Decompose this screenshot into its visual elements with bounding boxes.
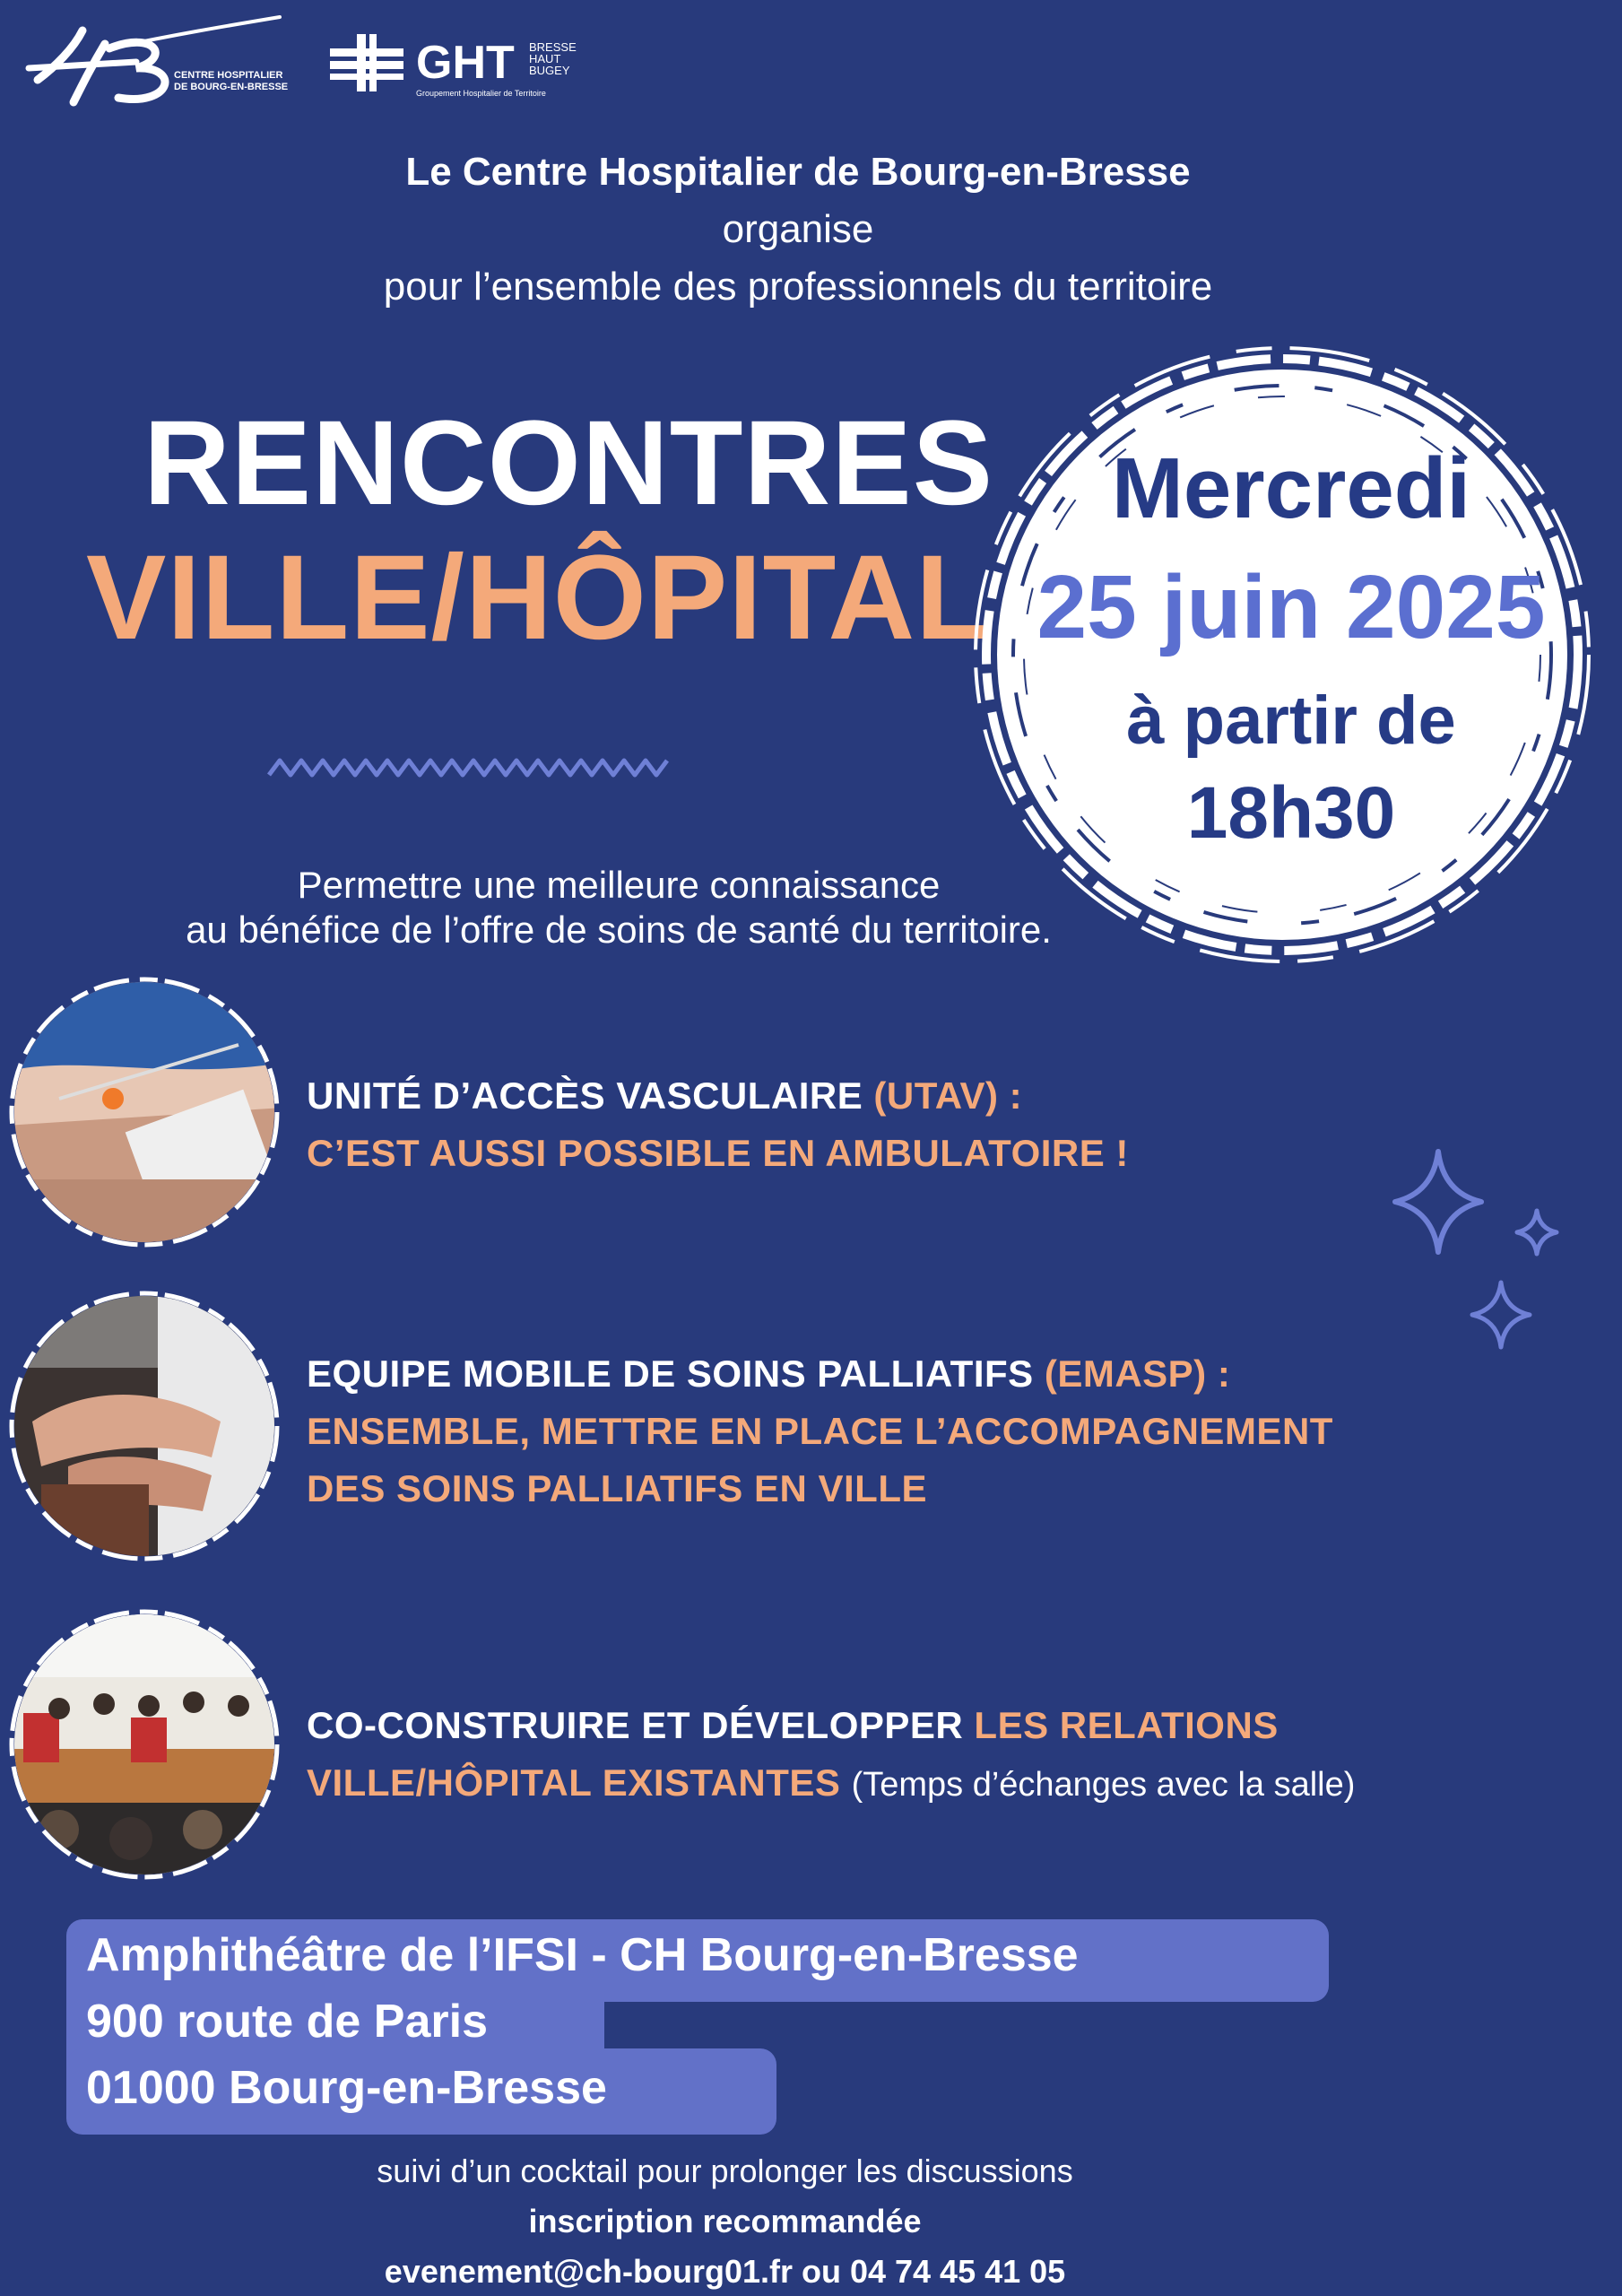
ght-logo-line-2: HAUT bbox=[529, 52, 561, 65]
hospital-logo bbox=[20, 13, 289, 111]
intro-verb: organise bbox=[722, 207, 874, 251]
title-rencontres: RENCONTRES bbox=[143, 396, 994, 530]
photo-vascular-access bbox=[5, 973, 283, 1251]
topic-utav-subtitle: C’EST AUSSI POSSIBLE EN AMBULATOIRE ! bbox=[307, 1132, 1129, 1174]
topic-emasp bbox=[307, 1345, 1333, 1518]
footer-contact[interactable]: evenement@ch-bourg01.fr ou 04 74 45 41 05 bbox=[384, 2253, 1066, 2290]
purpose-line-1: Permettre une meilleure connaissance bbox=[297, 864, 941, 906]
hospital-logo-mark bbox=[20, 13, 289, 111]
purpose bbox=[0, 863, 1237, 952]
photo-conference-room bbox=[5, 1605, 283, 1883]
ght-logo-text: GHT bbox=[416, 37, 515, 89]
topic-emasp-subtitle-2: DES SOINS PALLIATIFS EN VILLE bbox=[307, 1467, 927, 1509]
address-line-1: Amphithéâtre de l’IFSI - CH Bourg-en-Bresse bbox=[86, 1929, 1079, 1981]
sparkle-stars-icon bbox=[1381, 1139, 1578, 1372]
topic-relations-title: CO-CONSTRUIRE ET DÉVELOPPER bbox=[307, 1704, 964, 1746]
topic-relations-note: (Temps d’échanges avec la salle) bbox=[851, 1766, 1356, 1804]
intro-audience: pour l’ensemble des professionnels du territoire bbox=[383, 265, 1213, 309]
ght-logo-mark bbox=[330, 30, 411, 102]
photo-palliative-care bbox=[5, 1287, 283, 1565]
date-time: 18h30 bbox=[1186, 772, 1396, 854]
topic-emasp-subtitle-1: ENSEMBLE, METTRE EN PLACE L’ACCOMPAGNEMENT bbox=[307, 1410, 1333, 1452]
topic-relations-subtitle: VILLE/HÔPITAL EXISTANTES bbox=[307, 1761, 841, 1804]
wave-decoration bbox=[265, 750, 678, 786]
ght-logo bbox=[330, 30, 599, 102]
footer-registration: inscription recommandée bbox=[528, 2203, 922, 2239]
topic-emasp-acronym: (EMASP) : bbox=[1033, 1352, 1231, 1395]
footer-cocktail: suivi d’un cocktail pour prolonger les discussions bbox=[377, 2152, 1073, 2189]
intro-organizer-text: Le Centre Hospitalier de Bourg-en-Bresse bbox=[405, 150, 1191, 194]
date-from: à partir de bbox=[1126, 683, 1456, 759]
ght-logo-line-1: BRESSE bbox=[529, 40, 577, 54]
ght-logo-caption: Groupement Hospitalier de Territoire bbox=[416, 89, 546, 98]
topic-emasp-title: EQUIPE MOBILE DE SOINS PALLIATIFS bbox=[307, 1352, 1034, 1395]
topic-utav-title: UNITÉ D’ACCÈS VASCULAIRE bbox=[307, 1074, 863, 1117]
address-line-2: 900 route de Paris bbox=[86, 1996, 488, 2048]
purpose-line-2: au bénéfice de l’offre de soins de santé du territoire. bbox=[186, 909, 1052, 951]
hospital-logo-caption-2: DE BOURG-EN-BRESSE bbox=[174, 82, 289, 92]
topic-relations-highlight: LES RELATIONS bbox=[963, 1704, 1279, 1746]
topic-utav-acronym: (UTAV) : bbox=[863, 1074, 1023, 1117]
intro-organizer bbox=[0, 144, 1596, 201]
title-ville-hopital: VILLE/HÔPITAL bbox=[86, 531, 991, 665]
ght-logo-line-3: BUGEY bbox=[529, 64, 570, 77]
address-line-3: 01000 Bourg-en-Bresse bbox=[86, 2062, 607, 2114]
topic-utav bbox=[307, 1067, 1129, 1182]
date-date: 25 juin 2025 bbox=[1037, 557, 1546, 657]
hospital-logo-caption-1: CENTRE HOSPITALIER bbox=[174, 70, 283, 81]
topic-relations bbox=[307, 1697, 1355, 1813]
date-day: Mercredi bbox=[1111, 440, 1471, 536]
